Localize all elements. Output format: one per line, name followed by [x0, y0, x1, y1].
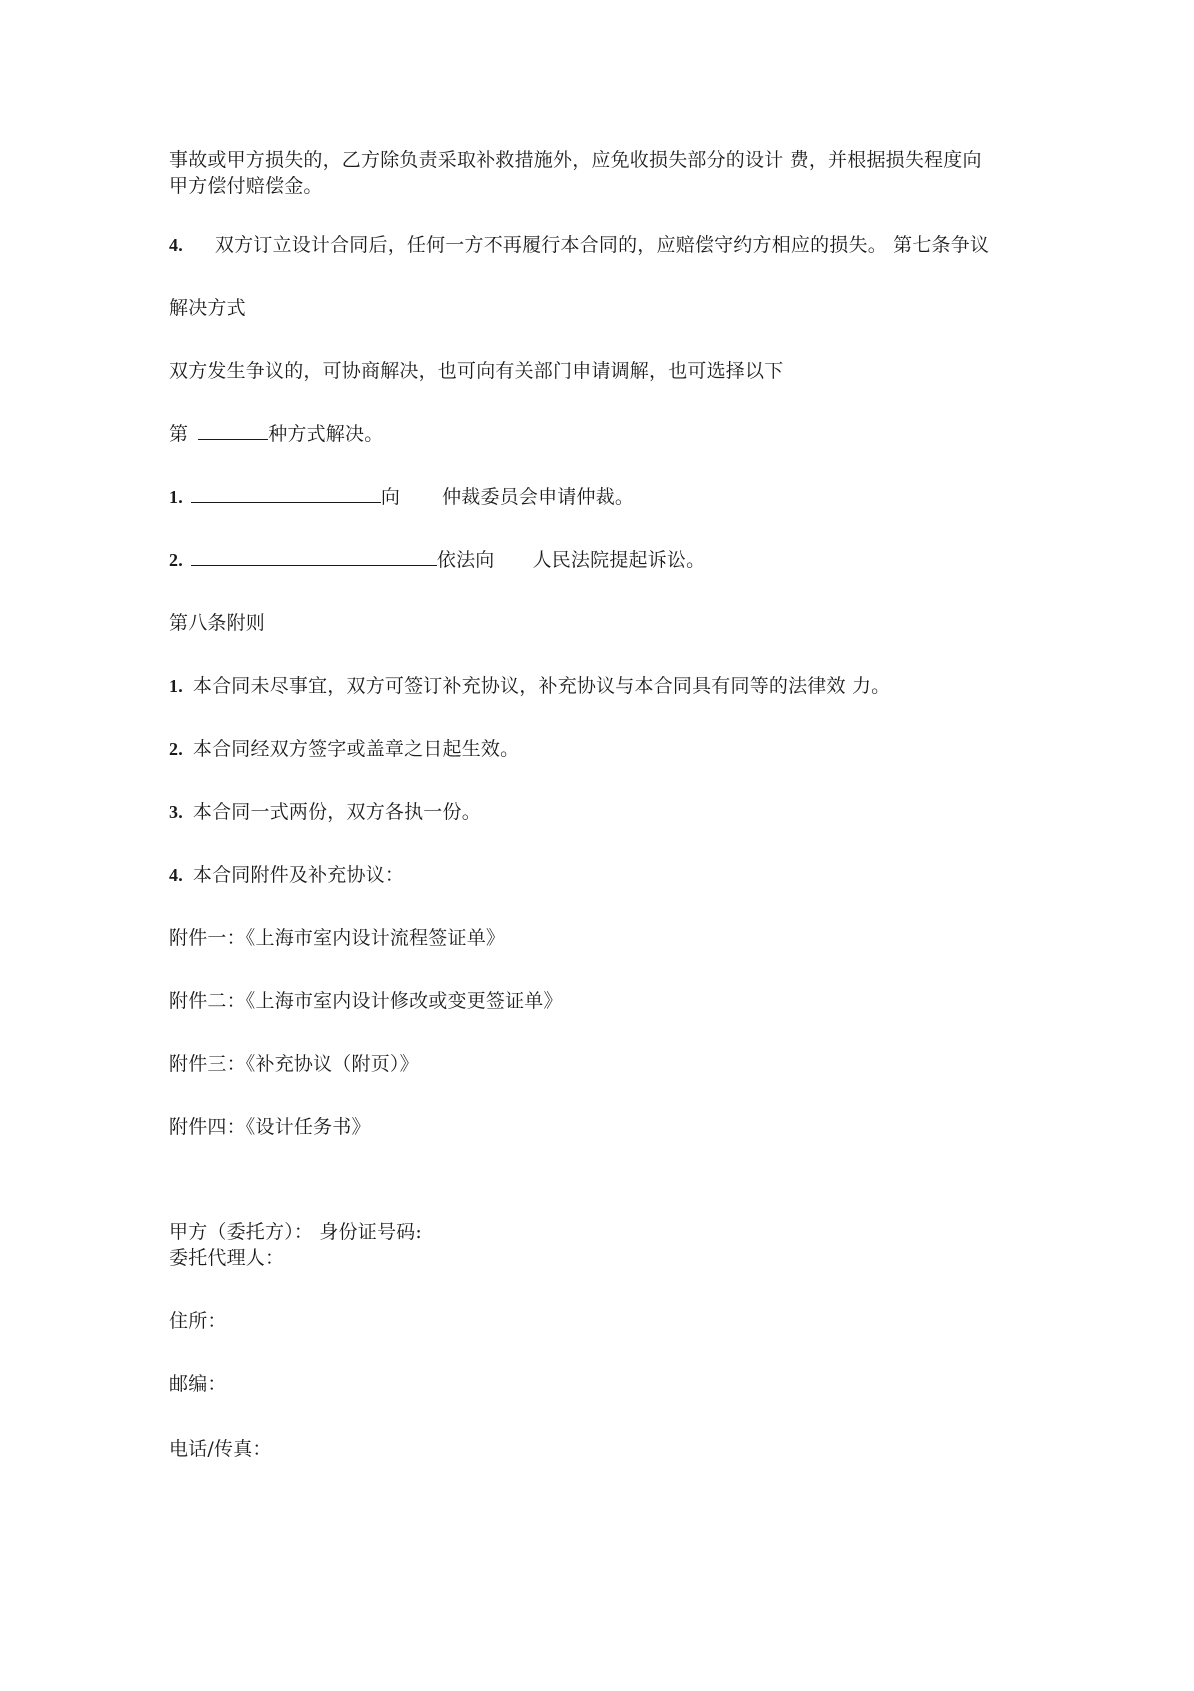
arbitration-end: 仲裁委员会申请仲裁。 — [442, 486, 635, 508]
attachment-item: 附件四：《设计任务书》 — [169, 1116, 371, 1138]
item-text: 本合同一式两份，双方各执一份。 — [192, 801, 481, 823]
attachment-item: 附件三：《补充协议（附页）》 — [169, 1053, 419, 1075]
phone-fax-field-label: 电话/传真： — [169, 1438, 272, 1460]
paragraph-line: 事故或甲方损失的，乙方除负责采取补救措施外，应免收损失部分的设计 费，并根据损失程度向 — [169, 149, 982, 171]
litigation-mid: 依法向 — [436, 549, 495, 571]
clause-text: 双方订立设计合同后，任何一方不再履行本合同的，应赔偿守约方相应的损失。 第七条争议 — [214, 234, 990, 256]
attachment-item: 附件一：《上海市室内设计流程签证单》 — [169, 927, 506, 949]
litigation-blank — [191, 548, 437, 566]
litigation-line — [169, 548, 705, 572]
supplementary-item — [169, 674, 890, 698]
party-a-heading: 甲方（委托方）： 身份证号码: — [169, 1221, 422, 1243]
arbitration-mid: 向 — [380, 486, 401, 508]
supplementary-item — [169, 863, 404, 887]
postcode-field-label: 邮编： — [169, 1373, 227, 1395]
attachment-item: 附件二：《上海市室内设计修改或变更签证单》 — [169, 990, 563, 1012]
arbitration-blank — [191, 485, 381, 503]
agent-field-label: 委托代理人： — [169, 1247, 285, 1269]
section-heading: 第八条附则 — [169, 612, 266, 634]
item-number: 1. — [169, 487, 183, 507]
section-heading-continued: 解决方式 — [169, 297, 246, 319]
clause-number: 4. — [169, 235, 183, 255]
item-number: 1. — [169, 676, 183, 696]
item-number: 2. — [169, 739, 183, 759]
item-number: 2. — [169, 550, 183, 570]
paragraph-line: 甲方偿付赔偿金。 — [169, 175, 323, 197]
litigation-end: 人民法院提起诉讼。 — [532, 549, 706, 571]
item-text: 本合同附件及补充协议： — [192, 864, 405, 886]
item-number: 3. — [169, 802, 183, 822]
item-text: 本合同经双方签字或盖章之日起生效。 — [192, 738, 520, 760]
clause-4-line — [169, 233, 989, 257]
supplementary-item — [169, 737, 519, 761]
method-prefix: 第 — [169, 423, 189, 445]
item-number: 4. — [169, 865, 183, 885]
arbitration-line — [169, 485, 634, 509]
dispute-method-line — [169, 422, 383, 446]
supplementary-item — [169, 800, 481, 824]
address-field-label: 住所： — [169, 1310, 227, 1332]
paragraph-line: 双方发生争议的，可协商解决，也可向有关部门申请调解，也可选择以下 — [169, 360, 784, 382]
method-suffix: 种方式解决。 — [268, 423, 384, 445]
item-text: 本合同未尽事宜，双方可签订补充协议，补充协议与本合同具有同等的法律效 力。 — [192, 675, 891, 697]
method-blank — [198, 422, 268, 440]
